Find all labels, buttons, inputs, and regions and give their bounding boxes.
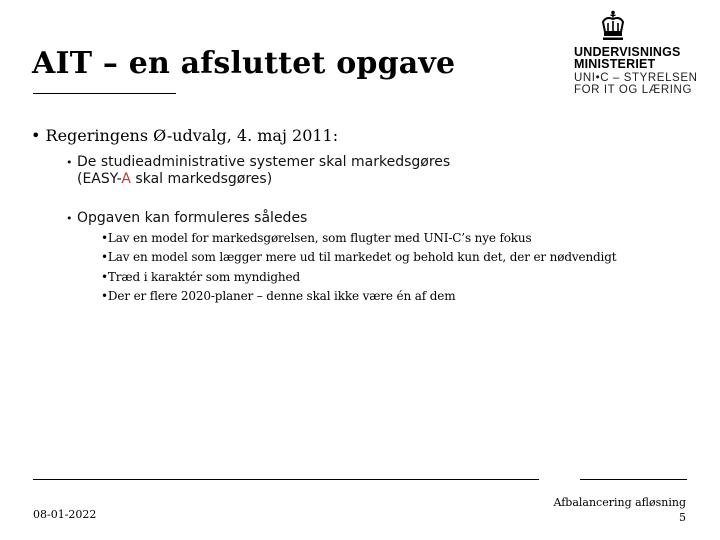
list-item: •Lav en model som lægger mere ud til markedet og behold kun det, der er nødvendigt: [101, 250, 617, 265]
list-item: •Træd i karaktér som myndighed: [101, 269, 300, 284]
point-list: [101, 229, 616, 306]
logo-line-3: UNI•C – STYRELSEN: [574, 72, 698, 84]
crown-icon: [598, 10, 628, 42]
main-bullet-marker: •: [31, 126, 41, 145]
page-number: 5: [679, 511, 686, 524]
footer-title: Afbalancering afløsning: [553, 496, 686, 509]
sub-bullet-1-line-2: (EASY-A skal markedsgøres): [77, 171, 273, 187]
main-bullet-text: Regeringens Ø-udvalg, 4. maj 2011:: [45, 126, 339, 145]
sub-bullet-marker: •: [66, 212, 73, 225]
footer-divider-right: [580, 479, 687, 480]
footer-date: 08-01-2022: [33, 508, 97, 521]
sub-bullet-1-line-1: De studieadministrative systemer skal markedsgøres: [77, 154, 451, 170]
sub-bullet-2-text: Opgaven kan formuleres således: [77, 210, 308, 226]
title-underline: [33, 93, 176, 94]
main-bullet: [31, 126, 338, 145]
logo-line-1: UNDERVISNINGS: [574, 45, 681, 59]
sub-bullet-2: [66, 210, 307, 227]
logo-line-4: FOR IT OG LÆRING: [574, 84, 693, 96]
list-item: •Der er flere 2020-planer – denne skal ikke være én af dem: [101, 288, 456, 303]
sub-bullet-1: [66, 154, 450, 188]
slide-title: AIT – en afsluttet opgave: [32, 46, 456, 81]
easy-a-accent: A: [121, 171, 131, 187]
logo-line-2: MINISTERIET: [574, 57, 656, 71]
list-item: •Lav en model for markedsgørelsen, som flugter med UNI-C’s nye fokus: [101, 231, 532, 245]
ministry-logo: [574, 10, 698, 100]
footer-divider-left: [33, 479, 539, 480]
sub-bullet-marker: •: [66, 156, 73, 169]
